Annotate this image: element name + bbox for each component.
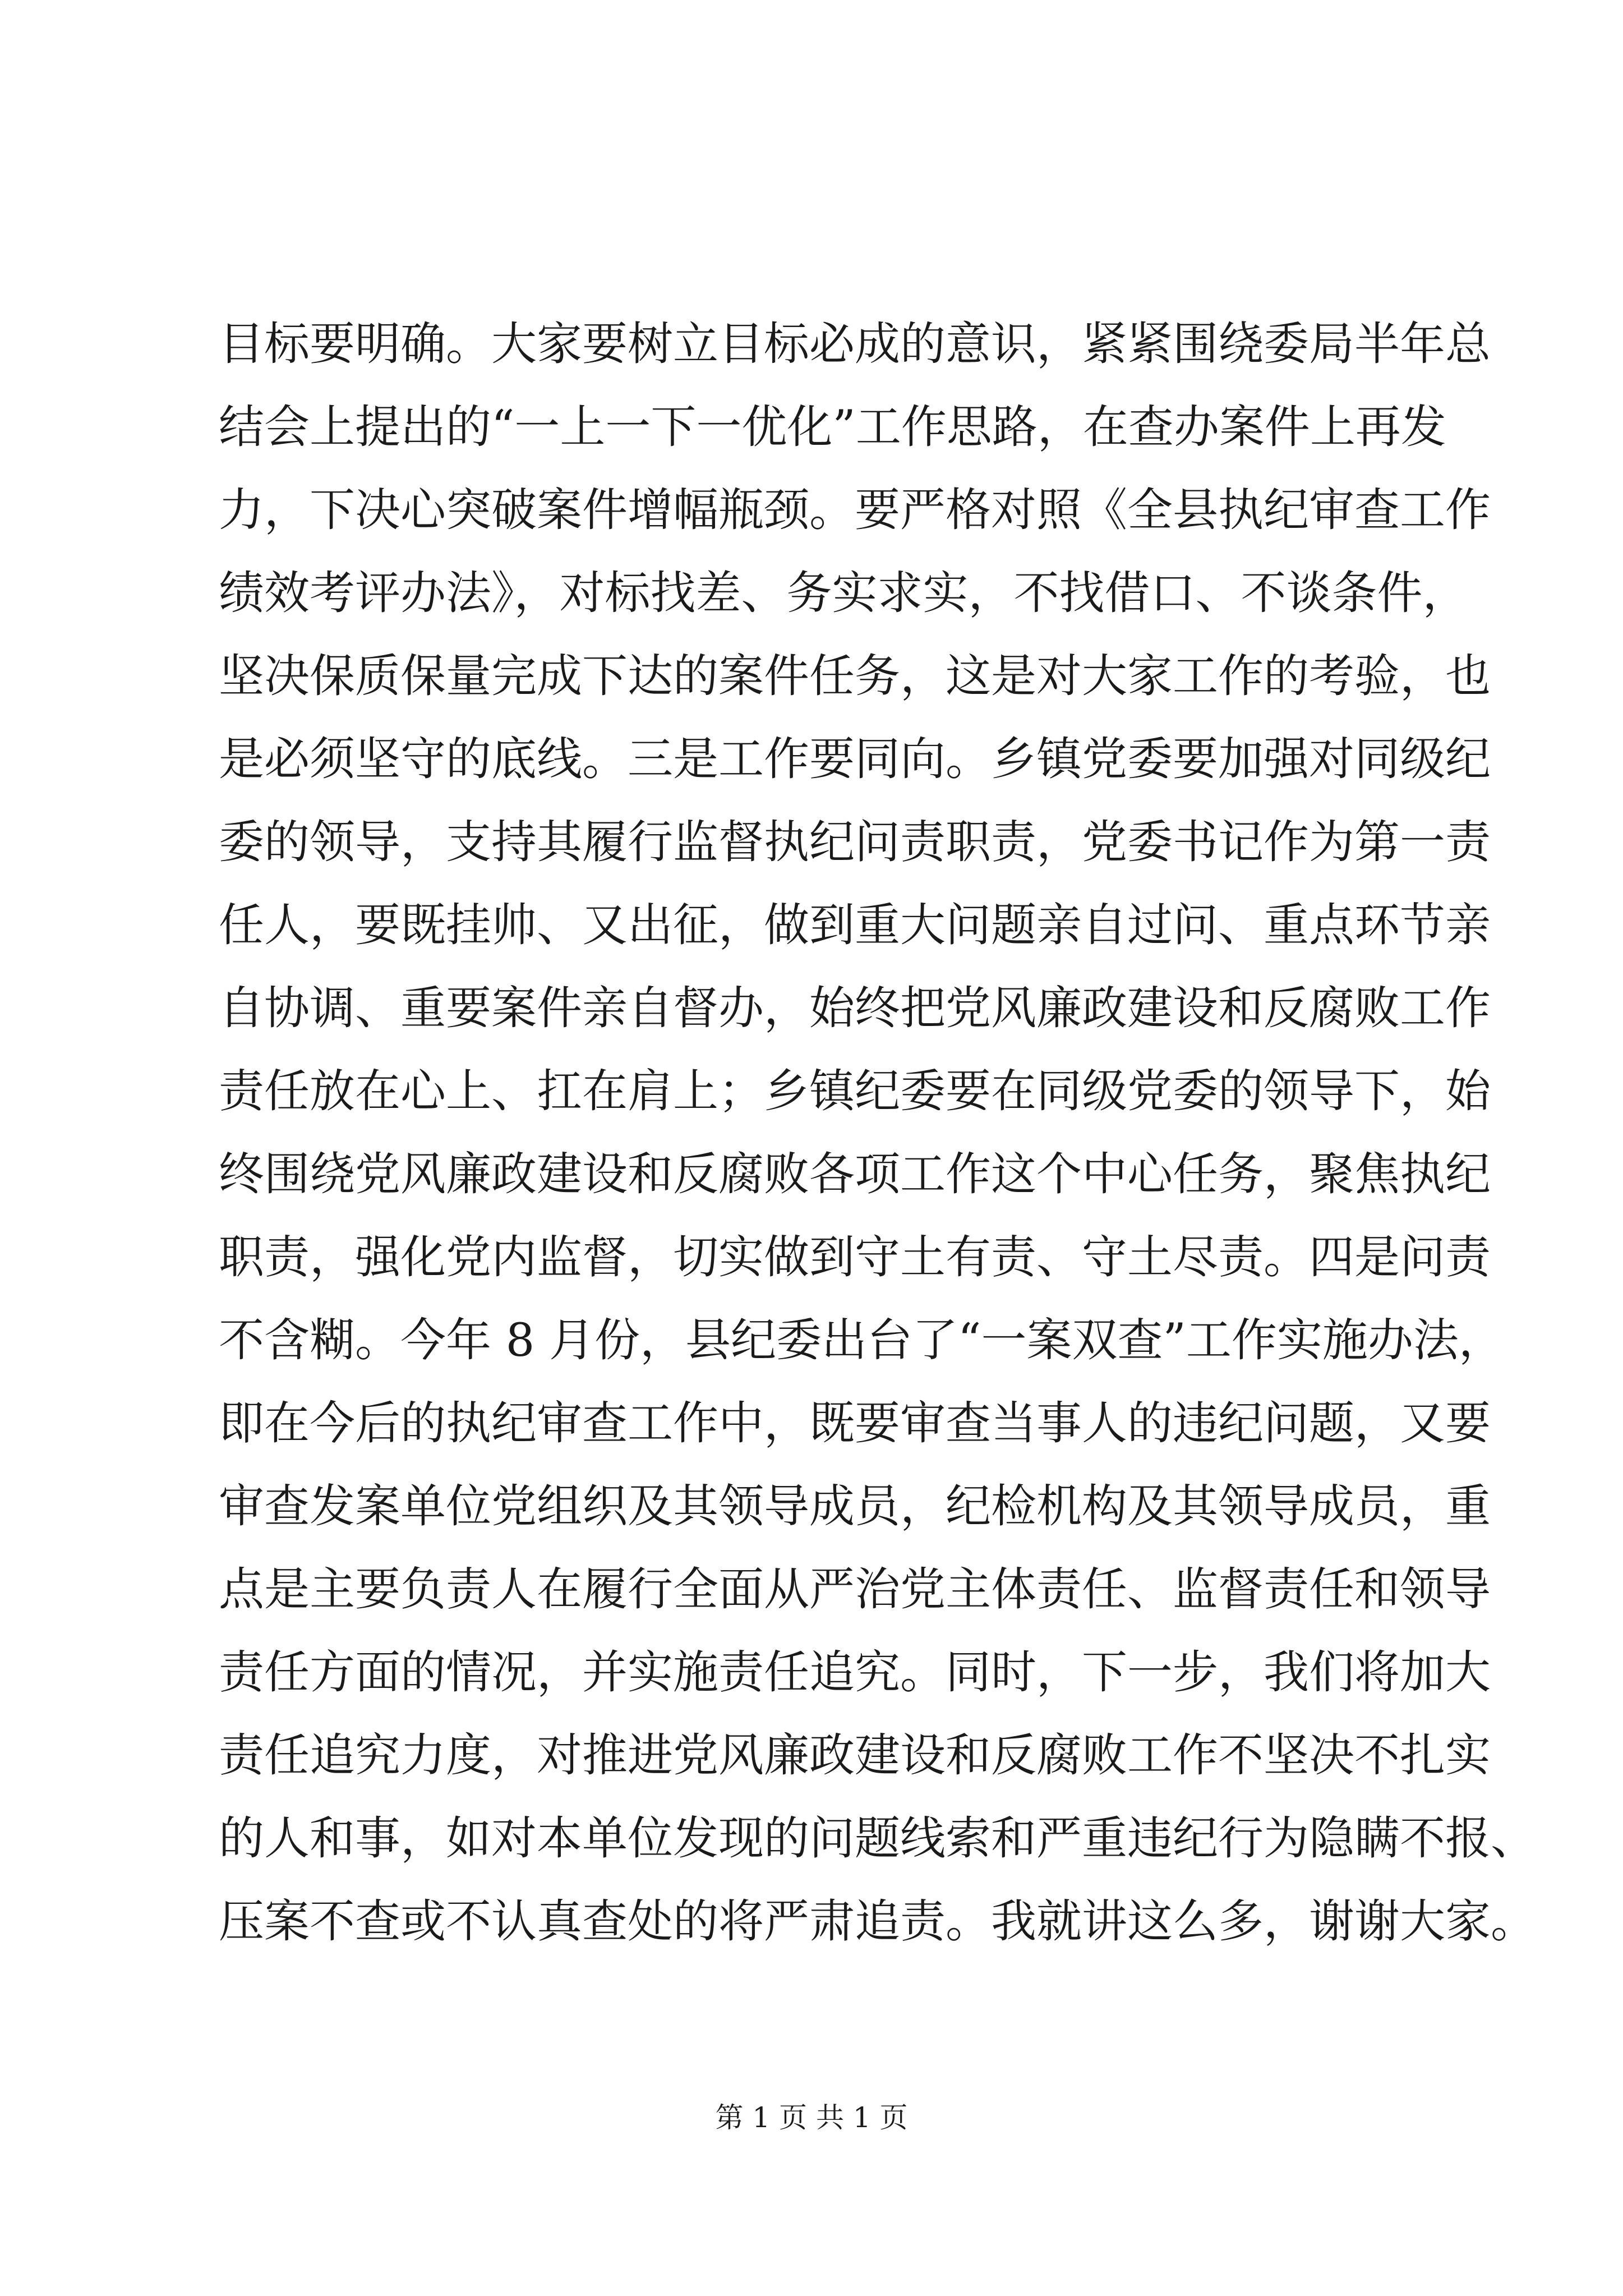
text-line: 目标要明确。大家要树立目标必成的意识，紧紧围绕委局半年总 — [219, 318, 1491, 371]
text-line: 终围绕党风廉政建设和反腐败各项工作这个中心任务，聚焦执纪 — [219, 1148, 1491, 1201]
text-line: 坚决保质保量完成下达的案件任务，这是对大家工作的考验，也 — [219, 650, 1491, 703]
text-line: 责任追究力度，对推进党风廉政建设和反腐败工作不坚决不扎实 — [219, 1729, 1491, 1782]
text-line: 即在今后的执纪审查工作中，既要审查当事人的违纪问题，又要 — [219, 1397, 1491, 1450]
text-line: 任人，要既挂帅、又出征，做到重大问题亲自过问、重点环节亲 — [219, 899, 1491, 952]
text-line: 责任方面的情况，并实施责任追究。同时，下一步，我们将加大 — [219, 1646, 1491, 1699]
text-line: 委的领导，支持其履行监督执纪问责职责，党委书记作为第一责 — [219, 816, 1491, 869]
text-line: 力，下决心突破案件增幅瓶颈。要严格对照《全县执纪审查工作 — [219, 484, 1491, 537]
text-line: 自协调、重要案件亲自督办，始终把党风廉政建设和反腐败工作 — [219, 982, 1491, 1035]
text-line: 责任放在心上、扛在肩上；乡镇纪委要在同级党委的领导下，始 — [219, 1065, 1491, 1118]
text-line: 结会上提出的“一上一下一优化”工作思路，在查办案件上再发 — [219, 401, 1446, 454]
text-line: 点是主要负责人在履行全面从严治党主体责任、监督责任和领导 — [219, 1563, 1491, 1616]
body-paragraph — [219, 303, 1537, 1963]
text-line: 审查发案单位党组织及其领导成员，纪检机构及其领导成员，重 — [219, 1480, 1491, 1533]
text-line: 职责，强化党内监督，切实做到守土有责、守土尽责。四是问责 — [219, 1231, 1491, 1284]
text-line: 的人和事，如对本单位发现的问题线索和严重违纪行为隐瞒不报、 — [219, 1812, 1537, 1865]
text-line: 是必须坚守的底线。三是工作要同向。乡镇党委要加强对同级纪 — [219, 733, 1491, 786]
text-line: 不含糊。今年 8 月份，县纪委出台了“一案双查”工作实施办法， — [219, 1314, 1504, 1367]
page-number-footer: 第 1 页 共 1 页 — [715, 2101, 908, 2134]
text-line: 压案不查或不认真查处的将严肃追责。我就讲这么多，谢谢大家。 — [219, 1895, 1537, 1948]
text-line: 绩效考评办法》，对标找差、务实求实，不找借口、不谈条件， — [219, 567, 1468, 620]
